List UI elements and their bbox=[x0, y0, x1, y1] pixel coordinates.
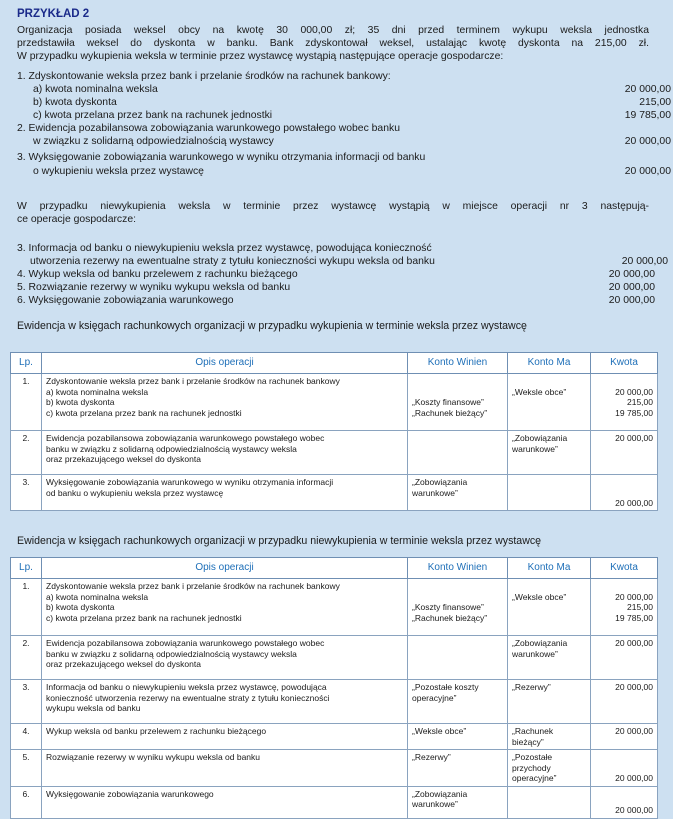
operation-row: o wykupieniu weksla przez wystawcę 20 000,00 bbox=[33, 166, 671, 177]
cell-lp: 4. bbox=[11, 724, 42, 750]
cell-kwota: 20 000,00 bbox=[591, 431, 658, 475]
operation-amount: 20 000,00 bbox=[608, 295, 655, 306]
cell-konto-winien bbox=[408, 636, 508, 680]
operation-row: 1. Zdyskontowanie weksla przez bank i przelanie środków na rachunek bankowy: bbox=[17, 71, 391, 82]
cell-opis: Zdyskontowanie weksla przez bank i przelanie środków na rachunek bankowy a) kwota nominalna weksla b) kwota dyskonta c) kwota przelana przez bank na rachunek jednostki bbox=[42, 579, 408, 636]
header-kwota: Kwota bbox=[591, 353, 658, 374]
ledger-table-unredeemed bbox=[10, 557, 658, 819]
intro-line: przedstawiła weksel do dyskonta w banku. Bank zdyskontował weksel, ustalając kwotę dyskonta na 215,00 zł. bbox=[17, 38, 649, 49]
cell-konto-ma bbox=[508, 786, 591, 818]
cell-opis: Wyksięgowanie zobowiązania warunkowego w wyniku otrzymania informacji od banku o wykupieniu weksla przez wystawcę bbox=[42, 475, 408, 511]
cell-konto-ma: „Rezerwy” bbox=[508, 680, 591, 724]
table-row bbox=[11, 750, 658, 787]
operation-amount: 20 000,00 bbox=[624, 166, 671, 177]
cell-opis: Wykup weksla od banku przelewem z rachunku bieżącego bbox=[42, 724, 408, 750]
header-opis: Opis operacji bbox=[42, 558, 408, 579]
header-lp: Lp. bbox=[11, 558, 42, 579]
cell-konto-winien: „Zobowiązania warunkowe” bbox=[408, 475, 508, 511]
operation-row: 6. Wyksięgowanie zobowiązania warunkowego 20 000,00 bbox=[17, 295, 655, 306]
cell-kwota: 20 000,00 bbox=[591, 786, 658, 818]
cell-konto-ma: „Weksle obce” bbox=[508, 374, 591, 431]
cell-konto-ma bbox=[508, 475, 591, 511]
example-title: PRZYKŁAD 2 bbox=[17, 8, 90, 20]
operation-row: 5. Rozwiązanie rezerwy w wyniku wykupu weksla od banku 20 000,00 bbox=[17, 282, 655, 293]
intro-line: ce operacje gospodarcze: bbox=[17, 214, 136, 225]
table-row bbox=[11, 636, 658, 680]
intro-line: Organizacja posiada weksel obcy na kwotę 30 000,00 zł; 35 dni przed terminem wykupu weksla jednostka bbox=[17, 25, 649, 36]
cell-kwota: 20 000,00 bbox=[591, 750, 658, 787]
table-header-row bbox=[11, 353, 658, 374]
table-row bbox=[11, 786, 658, 818]
operation-row: 2. Ewidencja pozabilansowa zobowiązania warunkowego powstałego wobec banku bbox=[17, 123, 400, 134]
intro-line: W przypadku niewykupienia weksla w terminie przez wystawcę wystąpią w miejsce operacji nr 3 następują- bbox=[17, 201, 649, 212]
cell-opis: Wyksięgowanie zobowiązania warunkowego bbox=[42, 786, 408, 818]
table-row bbox=[11, 579, 658, 636]
cell-konto-winien: „Koszty finansowe” „Rachunek bieżący” bbox=[408, 374, 508, 431]
cell-kwota: 20 000,00 215,00 19 785,00 bbox=[591, 579, 658, 636]
cell-lp: 2. bbox=[11, 431, 42, 475]
cell-konto-ma: „Pozostałe przychody operacyjne” bbox=[508, 750, 591, 787]
cell-lp: 1. bbox=[11, 374, 42, 431]
operation-amount: 20 000,00 bbox=[624, 84, 671, 95]
cell-lp: 3. bbox=[11, 475, 42, 511]
table1-title: Ewidencja w księgach rachunkowych organizacji w przypadku wykupienia w terminie weksla przez wystawcę bbox=[17, 320, 527, 332]
cell-lp: 2. bbox=[11, 636, 42, 680]
operation-amount: 20 000,00 bbox=[608, 282, 655, 293]
operation-row: a) kwota nominalna weksla 20 000,00 bbox=[33, 84, 671, 95]
cell-konto-winien: „Koszty finansowe” „Rachunek bieżący” bbox=[408, 579, 508, 636]
intro-line: W przypadku wykupienia weksla w terminie przez wystawcę wystąpią następujące operacje gospodarcze: bbox=[17, 51, 504, 62]
cell-lp: 3. bbox=[11, 680, 42, 724]
header-konto-ma: Konto Ma bbox=[508, 353, 591, 374]
cell-opis: Zdyskontowanie weksla przez bank i przelanie środków na rachunek bankowy a) kwota nominalna weksla b) kwota dyskonta c) kwota przelana przez bank na rachunek jednostki bbox=[42, 374, 408, 431]
cell-konto-ma: „Weksle obce” bbox=[508, 579, 591, 636]
operation-row: b) kwota dyskonta 215,00 bbox=[33, 97, 671, 108]
operation-row: 4. Wykup weksla od banku przelewem z rachunku bieżącego 20 000,00 bbox=[17, 269, 655, 280]
table-row bbox=[11, 374, 658, 431]
cell-kwota: 20 000,00 bbox=[591, 475, 658, 511]
cell-konto-winien: „Weksle obce” bbox=[408, 724, 508, 750]
operation-row: 3. Wyksięgowanie zobowiązania warunkowego w wyniku otrzymania informacji od banku bbox=[17, 152, 426, 163]
cell-lp: 1. bbox=[11, 579, 42, 636]
unredeemed-intro bbox=[17, 200, 649, 226]
operation-row: w związku z solidarną odpowiedzialnością wystawcy 20 000,00 bbox=[33, 136, 671, 147]
cell-kwota: 20 000,00 215,00 19 785,00 bbox=[591, 374, 658, 431]
cell-opis: Ewidencja pozabilansowa zobowiązania warunkowego powstałego wobec banku w związku z solidarną odpowiedzialnością wystawcy weksla oraz przekazującego weksel do dyskonta bbox=[42, 431, 408, 475]
table-row bbox=[11, 431, 658, 475]
cell-opis: Informacja od banku o niewykupieniu weksla przez wystawcę, powodująca konieczność utworzenia rezerwy na ewentualne straty z tytułu konieczności wykupu weksla od banku bbox=[42, 680, 408, 724]
operation-amount: 20 000,00 bbox=[608, 269, 655, 280]
header-lp: Lp. bbox=[11, 353, 42, 374]
operation-amount: 20 000,00 bbox=[621, 256, 668, 267]
operation-row: c) kwota przelana przez bank na rachunek jednostki 19 785,00 bbox=[33, 110, 671, 121]
operation-amount: 20 000,00 bbox=[624, 136, 671, 147]
cell-kwota: 20 000,00 bbox=[591, 680, 658, 724]
header-konto-ma: Konto Ma bbox=[508, 558, 591, 579]
operation-row: utworzenia rezerwy na ewentualne straty z tytułu konieczności wykupu weksla od banku 20 000,00 bbox=[30, 256, 668, 267]
cell-konto-ma: „Zobowiązania warunkowe” bbox=[508, 636, 591, 680]
table-row bbox=[11, 680, 658, 724]
cell-konto-winien bbox=[408, 431, 508, 475]
cell-opis: Rozwiązanie rezerwy w wyniku wykupu weksla od banku bbox=[42, 750, 408, 787]
header-konto-winien: Konto Winien bbox=[408, 558, 508, 579]
table-row bbox=[11, 724, 658, 750]
cell-konto-winien: „Rezerwy” bbox=[408, 750, 508, 787]
header-konto-winien: Konto Winien bbox=[408, 353, 508, 374]
cell-kwota: 20 000,00 bbox=[591, 724, 658, 750]
ledger-table-redeemed bbox=[10, 352, 658, 511]
operation-amount: 19 785,00 bbox=[624, 110, 671, 121]
table-row bbox=[11, 475, 658, 511]
header-kwota: Kwota bbox=[591, 558, 658, 579]
cell-konto-winien: „Zobowiązania warunkowe” bbox=[408, 786, 508, 818]
operation-row: 3. Informacja od banku o niewykupieniu weksla przez wystawcę, powodująca konieczność bbox=[17, 243, 432, 254]
cell-konto-ma: „Zobowiązania warunkowe” bbox=[508, 431, 591, 475]
table2-title: Ewidencja w księgach rachunkowych organizacji w przypadku niewykupienia w terminie weksla przez wystawcę bbox=[17, 535, 542, 547]
table-header-row bbox=[11, 558, 658, 579]
cell-lp: 5. bbox=[11, 750, 42, 787]
intro-paragraph bbox=[17, 24, 649, 63]
cell-konto-winien: „Pozostałe koszty operacyjne” bbox=[408, 680, 508, 724]
cell-kwota: 20 000,00 bbox=[591, 636, 658, 680]
header-opis: Opis operacji bbox=[42, 353, 408, 374]
operation-amount: 215,00 bbox=[639, 97, 671, 108]
cell-opis: Ewidencja pozabilansowa zobowiązania warunkowego powstałego wobec banku w związku z solidarną odpowiedzialnością wystawcy weksla oraz przekazującego weksel do dyskonta bbox=[42, 636, 408, 680]
cell-konto-ma: „Rachunek bieżący” bbox=[508, 724, 591, 750]
cell-lp: 6. bbox=[11, 786, 42, 818]
